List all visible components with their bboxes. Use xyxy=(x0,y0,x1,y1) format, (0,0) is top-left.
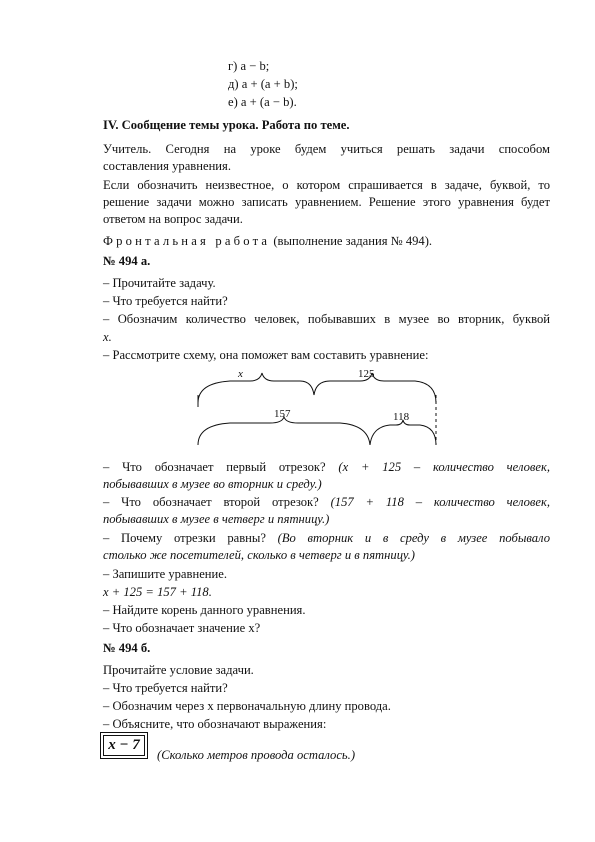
brace-157 xyxy=(198,417,370,445)
list-item-g: г) a − b; xyxy=(228,59,270,73)
answer-3a: (Во вторник и в среду в музее побывало xyxy=(265,531,550,545)
frontal-work-line xyxy=(103,233,432,249)
list-item-d: д) a + (a + b); xyxy=(228,77,298,91)
question-2: – Что обозначает второй отрезок? xyxy=(103,495,319,509)
teacher-line-2: составления уравнения. xyxy=(103,159,231,173)
teacher-line-5: ответом на вопрос задачи. xyxy=(103,212,243,226)
frontal-work-label: Фронтальная работа xyxy=(103,234,271,248)
section-heading: IV. Сообщение темы урока. Работа по теме. xyxy=(103,118,350,132)
task-a-line-2: – Что требуется найти? xyxy=(103,294,228,308)
task-a-line-3: – Обозначим количество человек, побывавших в музее во вторник, буквой xyxy=(103,312,550,326)
equation: x + 125 = 157 + 118. xyxy=(103,585,212,599)
teacher-line-4: решение задачи можно записать уравнением. Решение этого уравнения будет xyxy=(103,195,550,209)
question-1-line xyxy=(103,459,550,475)
task-a-heading: № 494 а. xyxy=(103,254,151,268)
answer-2a: (157 + 118 – количество человек, xyxy=(318,495,550,509)
answer-1b: побывавших в музее во вторник и среду.) xyxy=(103,477,322,491)
task-b-line-4: – Объясните, что обозначают выражения: xyxy=(103,717,327,731)
answer-2b: побывавших в музее в четверг и пятницу.) xyxy=(103,512,330,526)
question-2-line xyxy=(103,494,550,510)
task-a-line-1: – Прочитайте задачу. xyxy=(103,276,216,290)
question-1: – Что обозначает первый отрезок? xyxy=(103,460,326,474)
teacher-line-1: Учитель. Сегодня на уроке будем учиться решать задачи способом xyxy=(103,142,550,156)
label-118: 118 xyxy=(393,411,410,423)
teacher-line-3: Если обозначить неизвестное, о котором спрашивается в задаче, буквой, то xyxy=(103,178,550,192)
task-a-line-7: – Что обозначает значение x? xyxy=(103,621,261,635)
answer-1a: (x + 125 – количество человек, xyxy=(325,460,550,474)
task-b-line-2: – Что требуется найти? xyxy=(103,681,228,695)
expression-box: x − 7 xyxy=(103,735,145,756)
label-x: x xyxy=(238,368,243,380)
list-item-e: е) a + (a − b). xyxy=(228,95,297,109)
task-a-line-4: – Рассмотрите схему, она поможет вам составить уравнение: xyxy=(103,348,429,362)
task-b-line-3: – Обозначим через x первоначальную длину провода. xyxy=(103,699,391,713)
task-b-heading: № 494 б. xyxy=(103,641,151,655)
label-125: 125 xyxy=(358,368,375,380)
brace-x xyxy=(198,373,314,403)
brace-125 xyxy=(314,373,436,403)
task-a-line-3b: x. xyxy=(103,330,112,344)
question-3-line xyxy=(103,530,550,546)
segment-scheme xyxy=(190,365,450,453)
brace-118 xyxy=(370,420,436,445)
task-b-line-1: Прочитайте условие задачи. xyxy=(103,663,254,677)
frontal-work-note: (выполнение задания № 494). xyxy=(270,234,433,248)
label-157: 157 xyxy=(274,408,291,420)
answer-3b: столько же посетителей, сколько в четверг и в пятницу.) xyxy=(103,548,415,562)
question-3: – Почему отрезки равны? xyxy=(103,531,266,545)
task-a-line-6: – Найдите корень данного уравнения. xyxy=(103,603,306,617)
task-a-line-5: – Запишите уравнение. xyxy=(103,567,228,581)
expression-note: (Сколько метров провода осталось.) xyxy=(157,748,356,762)
